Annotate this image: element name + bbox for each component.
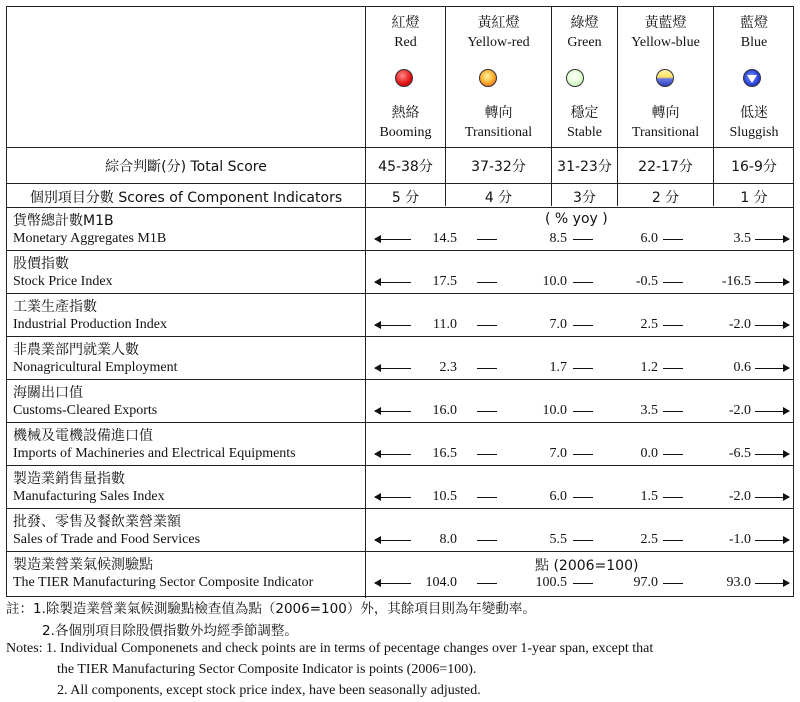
threshold-value: -16.5 — [721, 274, 751, 289]
business-indicator-table — [6, 6, 794, 597]
signal-header-yellow-red: 黃紅燈 Yellow-red — [467, 15, 530, 51]
threshold-value: 16.5 — [432, 446, 457, 461]
total-score-row — [7, 147, 793, 183]
threshold-value: 104.0 — [425, 575, 457, 590]
threshold-value: 6.0 — [640, 231, 658, 246]
indicator-row — [7, 551, 793, 594]
indicator-name-zh: 股價指數 — [13, 256, 69, 272]
left-arrow-icon — [375, 368, 411, 369]
indicator-name-zh: 製造業營業氣候測驗點 — [13, 557, 153, 573]
signal-header-red: 紅燈 Red — [391, 15, 420, 51]
note-zh-2: 2.各個別項目除股價指數外均經季節調整。 — [42, 623, 298, 639]
total-score-green: 31-23分 — [557, 159, 612, 175]
right-arrow-icon — [755, 497, 789, 498]
status-blue: 低迷 Sluggish — [729, 105, 779, 141]
threshold-value: 6.0 — [549, 489, 567, 504]
threshold-value: 1.7 — [549, 360, 567, 375]
indicator-name-en: Stock Price Index — [13, 274, 113, 289]
note-en-2: 2. All components, except stock price index, have been seasonally adjusted. — [57, 683, 481, 698]
status-yellow-red: 轉向 Transitional — [464, 105, 533, 141]
indicator-row — [7, 250, 793, 293]
component-score-blue: 1 分 — [740, 190, 768, 206]
right-arrow-icon — [755, 540, 789, 541]
indicator-name-en: Nonagricultural Employment — [13, 360, 178, 375]
threshold-value: -0.5 — [635, 274, 658, 289]
threshold-value: 7.0 — [549, 446, 567, 461]
threshold-value: -2.0 — [728, 489, 751, 504]
dash-separator — [573, 540, 593, 541]
dash-separator — [477, 583, 497, 584]
left-arrow-icon — [375, 497, 411, 498]
indicator-row — [7, 508, 793, 551]
dash-separator — [477, 368, 497, 369]
right-arrow-icon — [755, 282, 789, 283]
dash-separator — [477, 282, 497, 283]
threshold-value: -2.0 — [728, 317, 751, 332]
total-score-yellow-blue: 22-17分 — [638, 159, 693, 175]
total-score-label: 綜合判斷(分) Total Score — [105, 159, 267, 175]
dash-separator — [663, 368, 683, 369]
dash-separator — [663, 583, 683, 584]
component-score-yellow-blue: 2 分 — [651, 190, 680, 206]
component-score-green: 3分 — [573, 190, 596, 206]
dash-separator — [573, 454, 593, 455]
dash-separator — [663, 540, 683, 541]
component-score-yellow-red: 4 分 — [484, 190, 513, 206]
threshold-value: 2.5 — [640, 317, 658, 332]
threshold-value: 5.5 — [549, 532, 567, 547]
threshold-value: -6.5 — [728, 446, 751, 461]
component-score-label: 個別項目分數 Scores of Component Indicators — [29, 190, 343, 206]
left-arrow-icon — [375, 282, 411, 283]
indicator-name-zh: 工業生產指數 — [13, 299, 97, 315]
red-light-icon — [395, 69, 413, 87]
threshold-value: 0.6 — [733, 360, 751, 375]
dash-separator — [663, 282, 683, 283]
signal-header-green: 綠燈 Green — [567, 15, 602, 51]
indicator-row — [7, 379, 793, 422]
indicator-name-en: Sales of Trade and Food Services — [13, 532, 201, 547]
threshold-value: -2.0 — [728, 403, 751, 418]
dash-separator — [663, 239, 683, 240]
threshold-value: 2.3 — [439, 360, 457, 375]
threshold-value: 7.0 — [549, 317, 567, 332]
left-arrow-icon — [375, 540, 411, 541]
dash-separator — [477, 239, 497, 240]
indicator-row — [7, 293, 793, 336]
dash-separator — [477, 454, 497, 455]
indicator-row — [7, 422, 793, 465]
component-score-row — [7, 183, 793, 207]
right-arrow-icon — [755, 239, 789, 240]
threshold-value: 17.5 — [432, 274, 457, 289]
dash-separator — [663, 454, 683, 455]
note-en-1b: the TIER Manufacturing Sector Composite Indicator is points (2006=100). — [57, 662, 477, 677]
left-arrow-icon — [375, 239, 411, 240]
dash-separator — [573, 368, 593, 369]
indicator-row — [7, 336, 793, 379]
dash-separator — [573, 239, 593, 240]
threshold-value: 3.5 — [733, 231, 751, 246]
threshold-value: 10.0 — [542, 274, 567, 289]
dash-separator — [573, 411, 593, 412]
right-arrow-icon — [755, 454, 789, 455]
indicator-name-en: Customs-Cleared Exports — [13, 403, 158, 418]
threshold-value: 14.5 — [432, 231, 457, 246]
status-red: 熱絡 Booming — [379, 105, 432, 141]
total-score-blue: 16-9分 — [731, 159, 777, 175]
right-arrow-icon — [755, 368, 789, 369]
threshold-value: 10.5 — [432, 489, 457, 504]
indicator-name-zh: 機械及電機設備進口值 — [13, 428, 153, 444]
threshold-value: 8.0 — [439, 532, 457, 547]
green-light-icon — [566, 69, 584, 87]
unit-pct-label: ( % yoy ) — [545, 211, 608, 227]
left-arrow-icon — [375, 454, 411, 455]
dash-separator — [573, 282, 593, 283]
yellow-blue-light-icon — [656, 69, 674, 87]
signal-header-blue: 藍燈 Blue — [740, 15, 768, 51]
indicator-name-zh: 批發、零售及餐飲業營業額 — [13, 514, 181, 530]
status-green: 穩定 Stable — [567, 105, 602, 141]
dash-separator — [477, 411, 497, 412]
threshold-value: 11.0 — [433, 317, 457, 332]
threshold-value: 0.0 — [640, 446, 658, 461]
signal-header-yellow-blue: 黃藍燈 Yellow-blue — [631, 15, 700, 51]
right-arrow-icon — [755, 583, 789, 584]
dash-separator — [663, 325, 683, 326]
indicator-name-en: Imports of Machineries and Electrical Equipments — [13, 446, 296, 461]
indicator-name-en: Manufacturing Sales Index — [13, 489, 165, 504]
indicator-name-zh: 製造業銷售量指數 — [13, 471, 125, 487]
indicator-name-en: Industrial Production Index — [13, 317, 167, 332]
dash-separator — [663, 411, 683, 412]
indicator-row — [7, 207, 793, 250]
dash-separator — [573, 583, 593, 584]
note-zh-1: 註：1.除製造業營業氣候測驗點檢查值為點（2006=100）外，其餘項目則為年變動率。 — [6, 601, 536, 617]
left-arrow-icon — [375, 583, 411, 584]
indicator-name-zh: 非農業部門就業人數 — [13, 342, 139, 358]
threshold-value: 10.0 — [542, 403, 567, 418]
unit-points-label: 點 (2006=100) — [535, 558, 639, 574]
indicator-name-zh: 貨幣總計數M1B — [13, 213, 114, 229]
status-yellow-blue: 轉向 Transitional — [631, 105, 700, 141]
right-arrow-icon — [755, 411, 789, 412]
left-arrow-icon — [375, 411, 411, 412]
threshold-value: 93.0 — [726, 575, 751, 590]
component-score-red: 5 分 — [391, 190, 420, 206]
threshold-value: 2.5 — [640, 532, 658, 547]
threshold-value: 8.5 — [549, 231, 567, 246]
dash-separator — [477, 540, 497, 541]
dash-separator — [477, 325, 497, 326]
left-arrow-icon — [375, 325, 411, 326]
threshold-value: 97.0 — [633, 575, 658, 590]
indicator-name-en: The TIER Manufacturing Sector Composite Indicator — [13, 575, 314, 590]
total-score-red: 45-38分 — [378, 159, 433, 175]
total-score-yellow-red: 37-32分 — [471, 159, 526, 175]
dash-separator — [663, 497, 683, 498]
blue-light-icon — [743, 69, 761, 87]
indicator-name-en: Monetary Aggregates M1B — [13, 231, 167, 246]
threshold-value: 100.5 — [535, 575, 567, 590]
yellow-red-light-icon — [479, 69, 497, 87]
indicator-name-zh: 海關出口值 — [13, 385, 83, 401]
threshold-value: 1.5 — [640, 489, 658, 504]
dash-separator — [573, 325, 593, 326]
threshold-value: -1.0 — [728, 532, 751, 547]
note-en-1a: Notes: 1. Individual Componenets and check points are in terms of pecentage changes over 1-year span, except that — [6, 641, 654, 656]
threshold-value: 1.2 — [640, 360, 658, 375]
right-arrow-icon — [755, 325, 789, 326]
indicator-row — [7, 465, 793, 508]
threshold-value: 3.5 — [640, 403, 658, 418]
threshold-value: 16.0 — [432, 403, 457, 418]
dash-separator — [573, 497, 593, 498]
dash-separator — [477, 497, 497, 498]
